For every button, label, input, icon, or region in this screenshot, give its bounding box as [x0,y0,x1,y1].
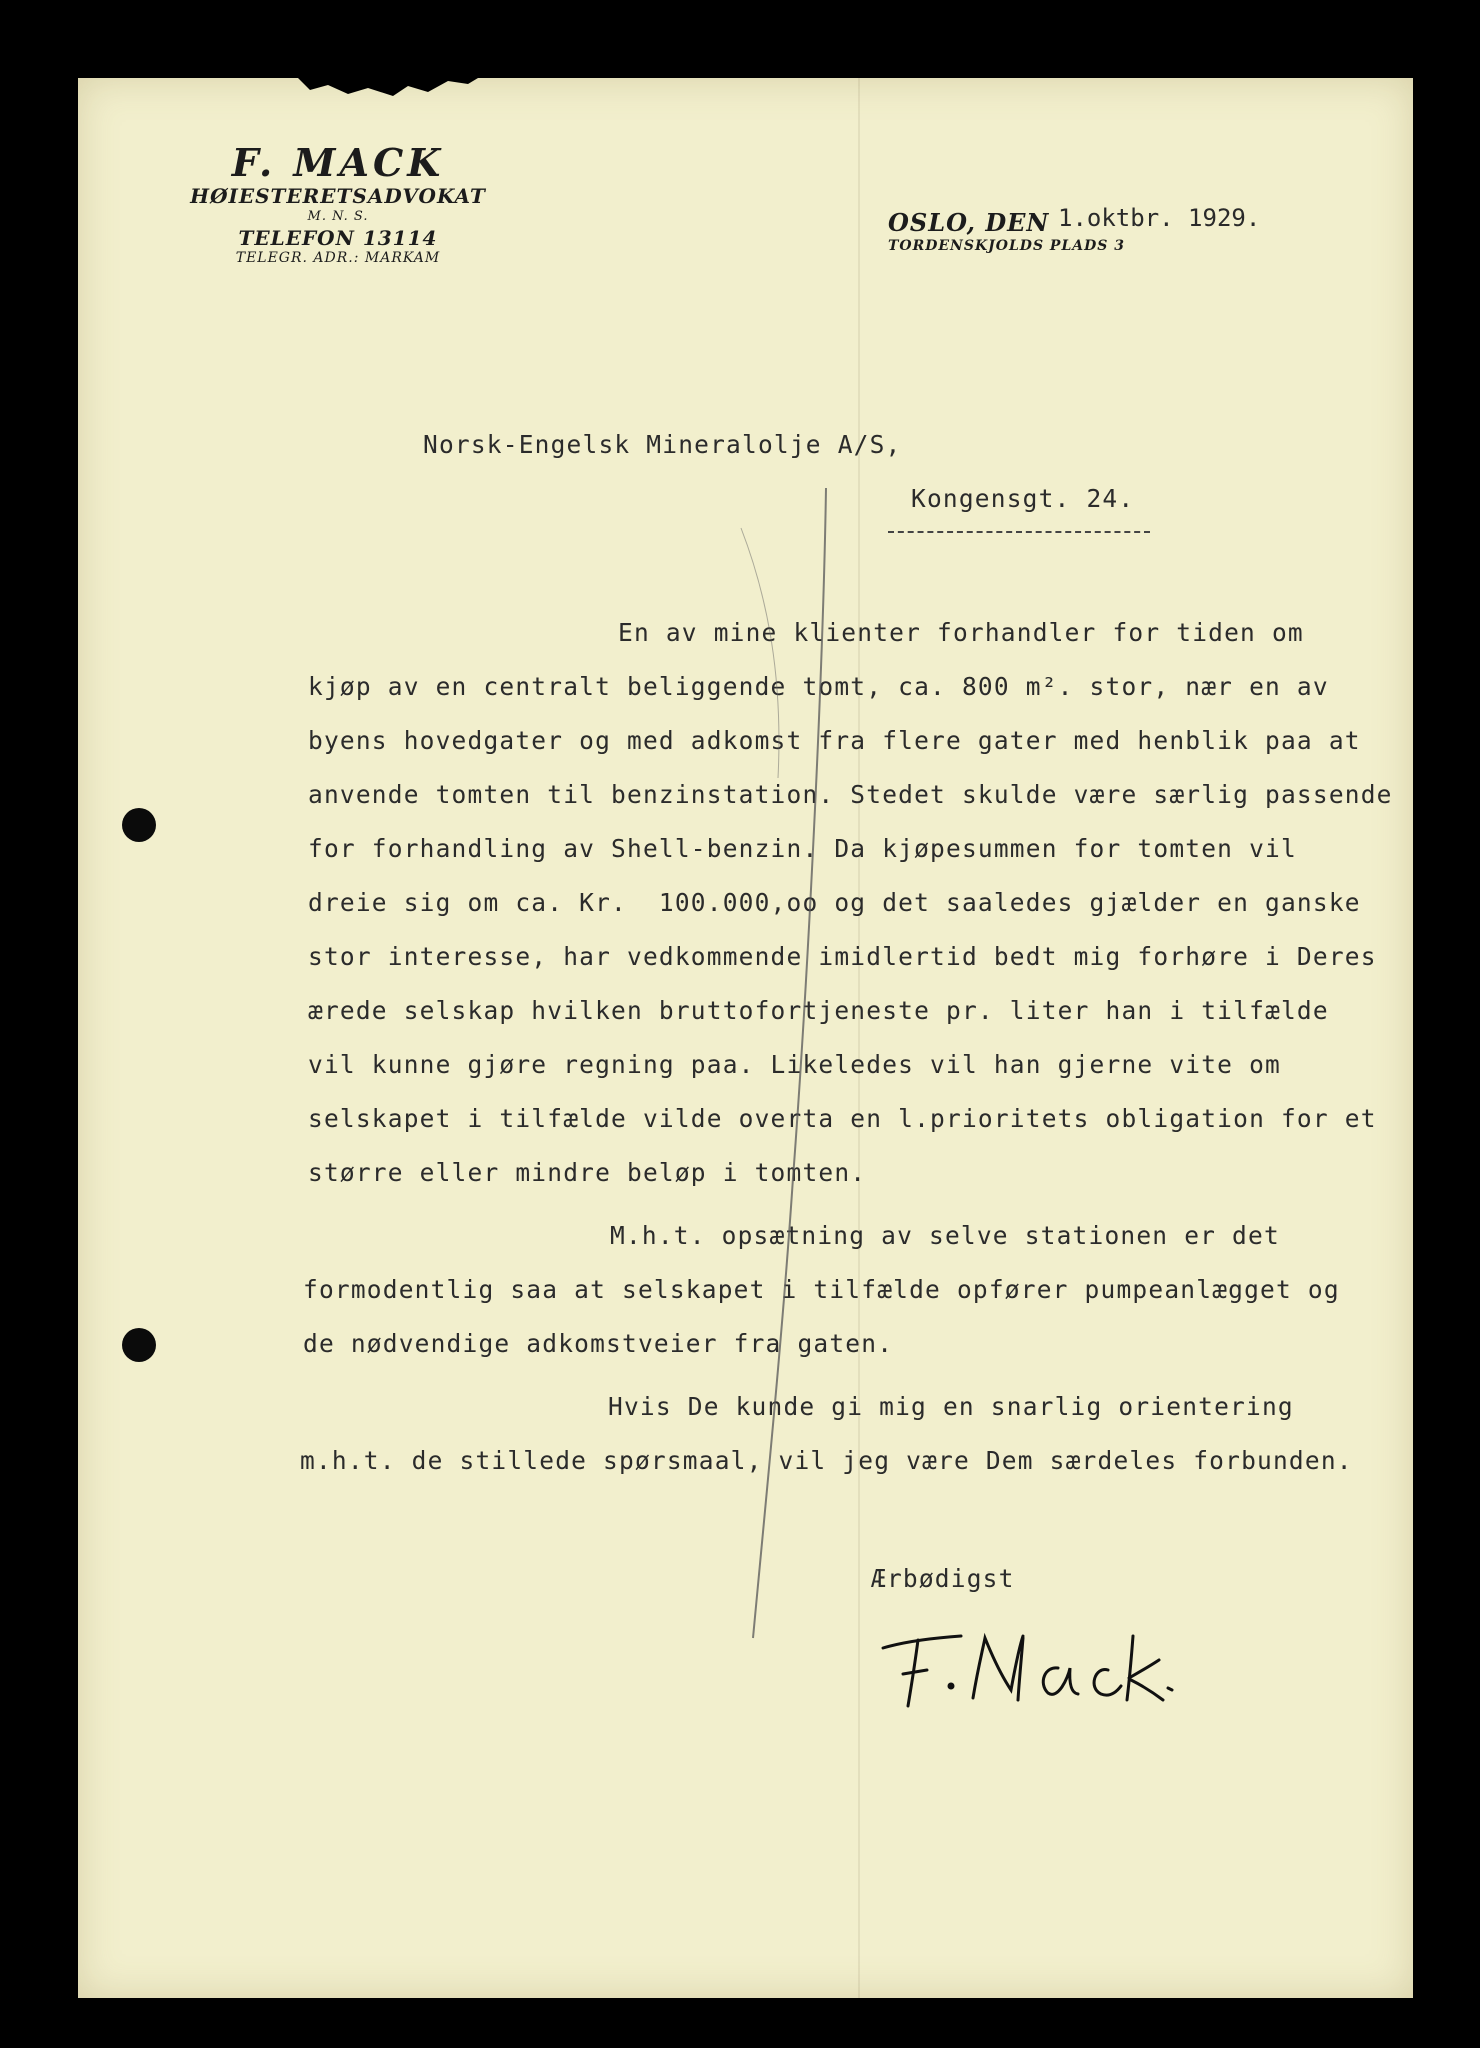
letter-page [78,78,1413,1998]
signature [863,1608,1183,1718]
body-line: m.h.t. de stillede spørsmaal, vil jeg være Dem særdeles forbunden. [300,1446,1353,1475]
body-line: de nødvendige adkomstveier fra gaten. [303,1329,894,1358]
letterhead-title: HØIESTERETSADVOKAT [190,184,486,208]
body-line: selskapet i tilfælde vilde overta en l.prioritets obligation for et [308,1104,1377,1133]
letterhead-place: OSLO, DEN [888,208,1050,237]
body-line: formodentlig saa at selskapet i tilfælde opfører pumpeanlægget og [303,1275,1340,1304]
letterhead-address: TORDENSKJOLDS PLADS 3 [888,238,1126,254]
body-line: større eller mindre beløp i tomten. [308,1158,867,1187]
body-line: stor interesse, har vedkommende imidlertid bedt mig forhøre i Deres [308,942,1377,971]
letterhead-telegraph: TELEGR. ADR.: MARKAM [235,250,441,266]
body-line: vil kunne gjøre regning paa. Likeledes vil han gjerne vite om [308,1050,1281,1079]
letter-date: 1.oktbr. 1929. [1058,204,1261,232]
body-line: dreie sig om ca. Kr. 100.000,oo og det saaledes gjælder en ganske [308,888,1361,917]
pencil-mark [78,78,1413,1998]
body-line: kjøp av en centralt beliggende tomt, ca. 800 m². stor, nær en av [308,672,1329,701]
letterhead-mns: M. N. S. [307,209,369,224]
body-line: En av mine klienter forhandler for tiden om [618,618,1304,647]
letterhead-name: F. MACK [231,140,445,185]
body-line: M.h.t. opsætning av selve stationen er det [610,1221,1280,1250]
recipient-name: Norsk-Engelsk Mineralolje A/S, [423,430,902,459]
recipient-street: Kongensgt. 24. [911,484,1135,513]
body-line: Hvis De kunde gi mig en snarlig orientering [608,1392,1294,1421]
body-line: byens hovedgater og med adkomst fra flere gater med henblik paa at [308,726,1361,755]
body-line: for forhandling av Shell-benzin. Da kjøpesummen for tomten vil [308,834,1297,863]
body-line: anvende tomten til benzinstation. Stedet skulde være særlig passende [308,780,1393,809]
letterhead-phone: TELEFON 13114 [238,226,438,250]
body-line: ærede selskap hvilken bruttofortjeneste pr. liter han i tilfælde [308,996,1329,1025]
closing: Ærbødigst [871,1564,1015,1593]
